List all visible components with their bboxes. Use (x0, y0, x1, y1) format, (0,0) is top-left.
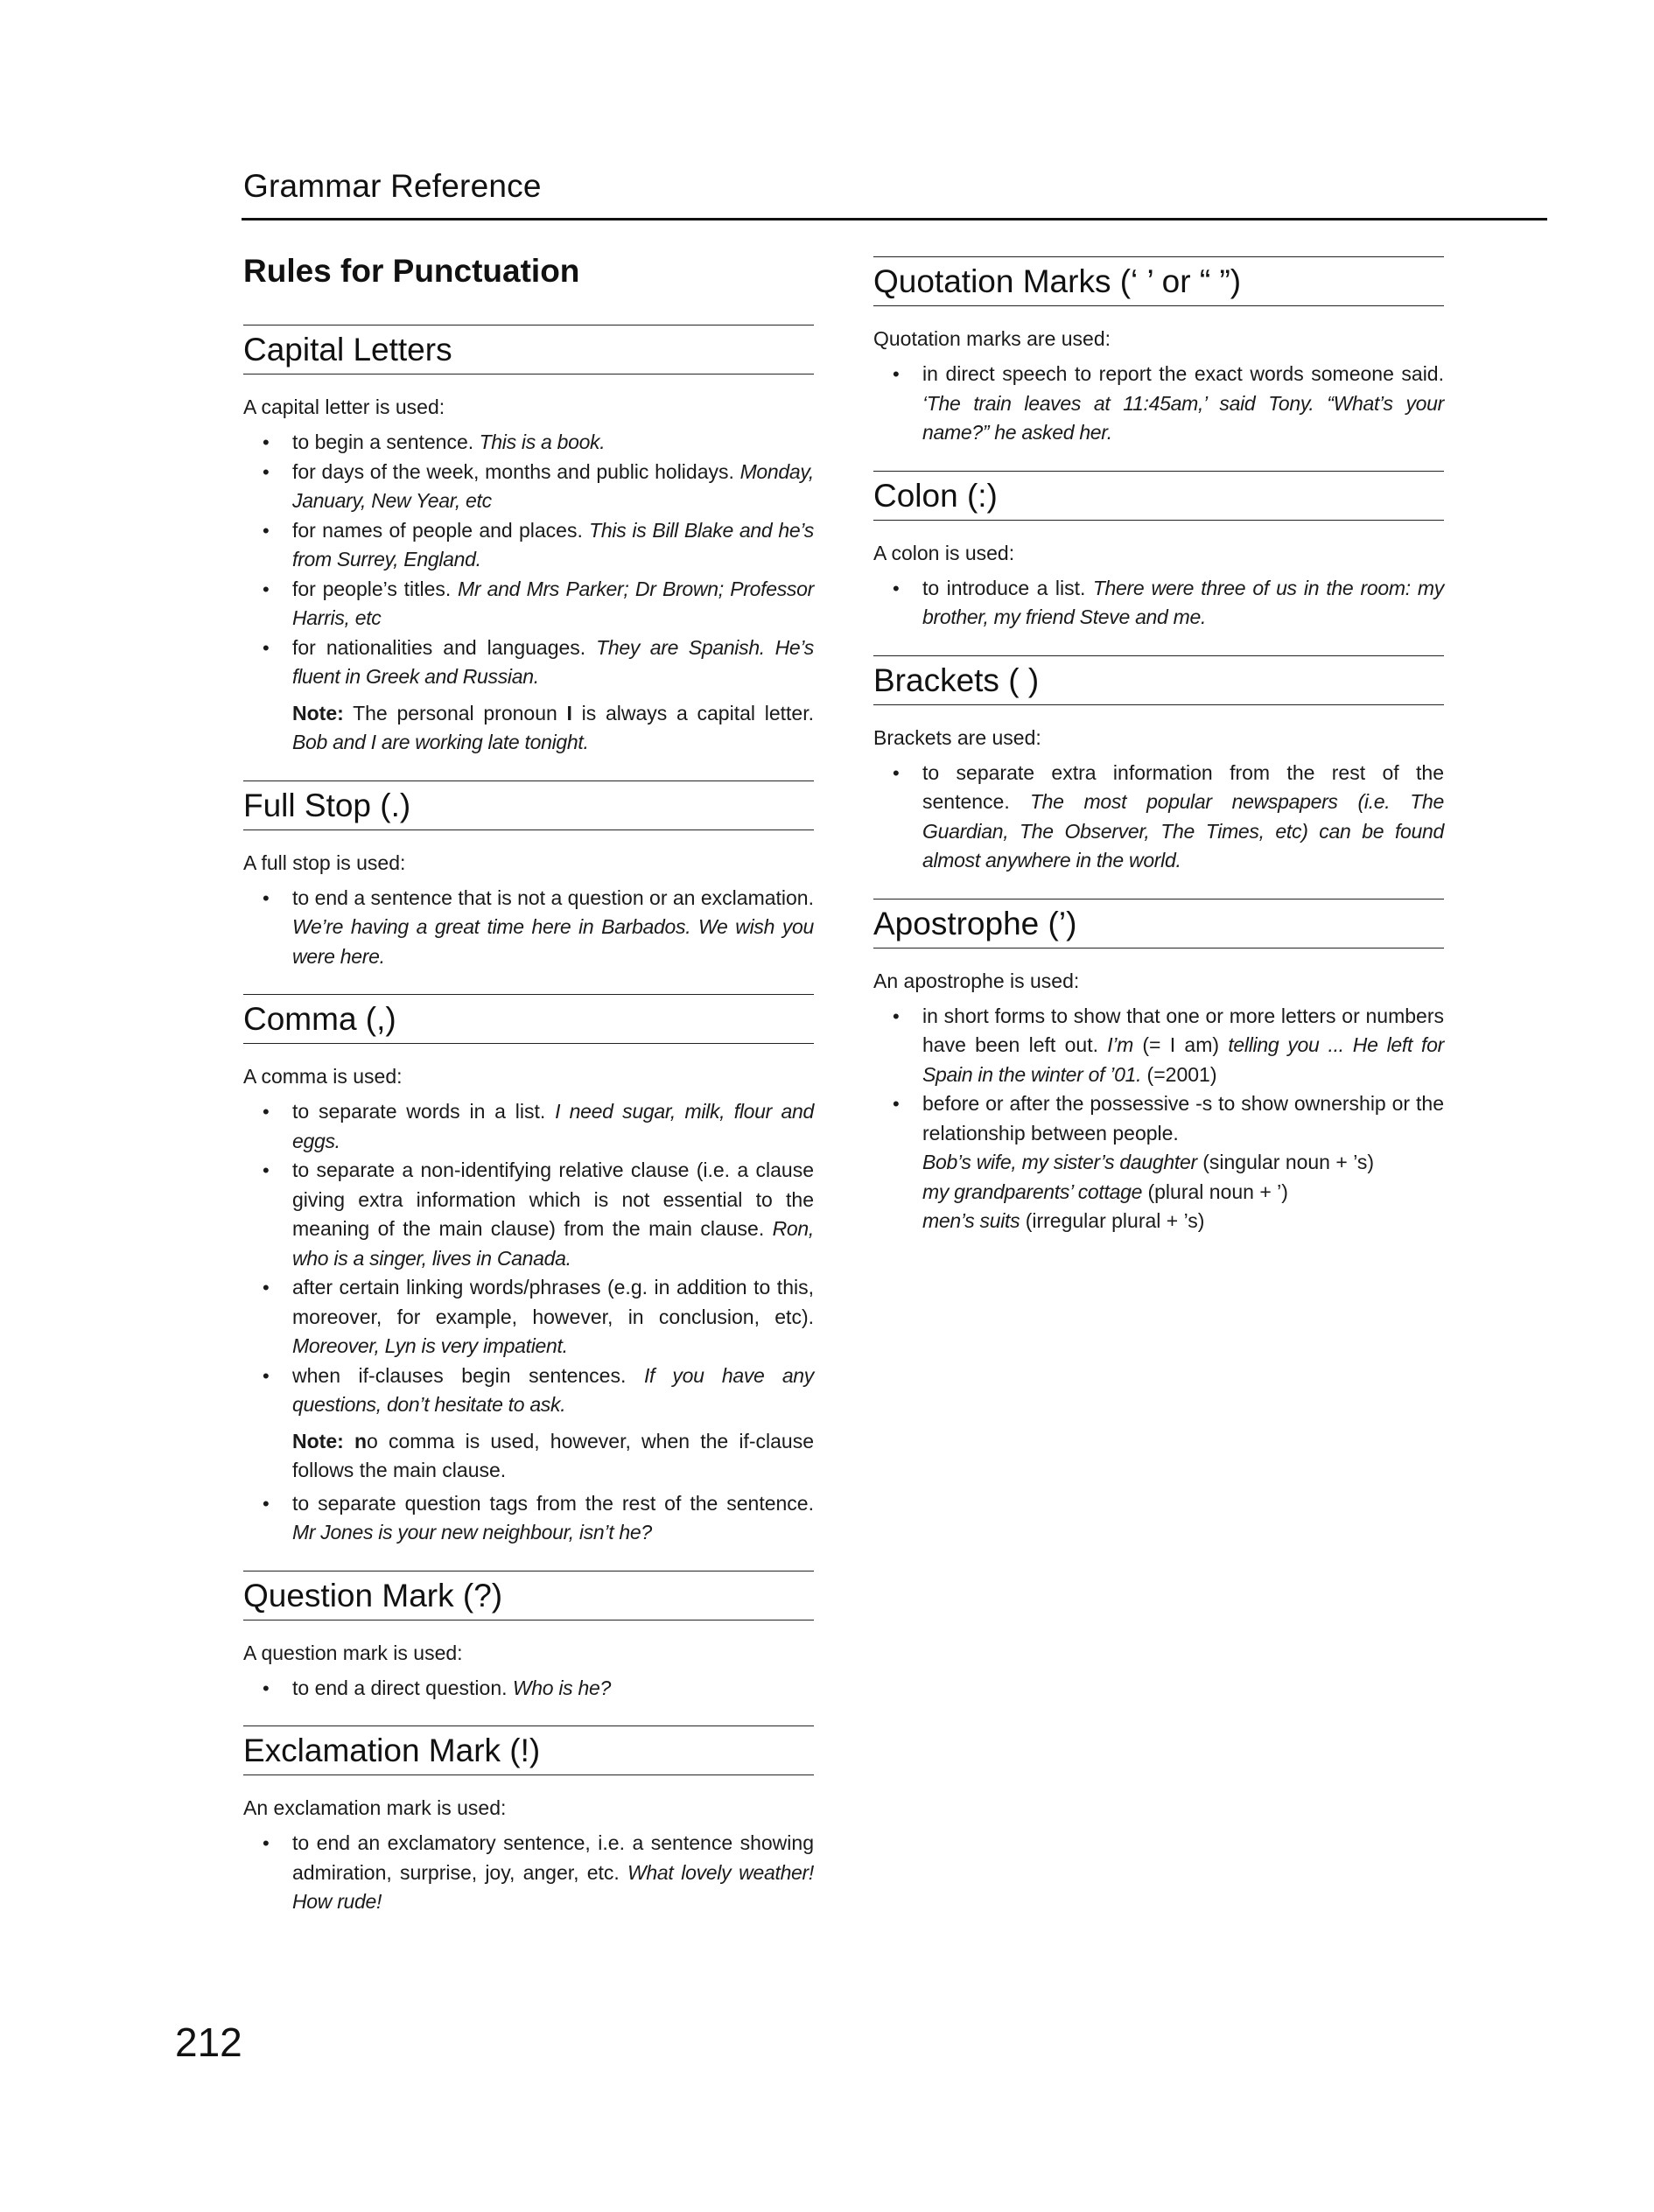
rule-text: before or after the possessive -s to show ownership or the relationship between people. (922, 1092, 1444, 1144)
example-line (922, 1148, 1444, 1178)
rule-text: to end an exclamatory sentence, i.e. a sentence showing admiration, surprise, joy, anger, etc. (292, 1831, 814, 1884)
section-intro: Quotation marks are used: (873, 327, 1111, 350)
bullet-icon: • (263, 460, 270, 483)
example-gloss: (singular noun + ’s) (1196, 1151, 1375, 1173)
bullet-icon: • (263, 431, 270, 453)
rule-list (243, 1674, 814, 1704)
section-intro: A comma is used: (243, 1065, 403, 1088)
list-item (873, 759, 1444, 876)
rule-text: to begin a sentence. (292, 430, 480, 453)
bullet-icon: • (263, 519, 270, 542)
rule-text: to end a sentence that is not a question or an exclamation. (292, 886, 814, 909)
list-item (873, 360, 1444, 448)
rule-example: Monday, January, New Year, etc (292, 459, 814, 512)
bullet-icon: • (263, 886, 270, 909)
rule-text: to separate words in a list. (292, 1100, 556, 1123)
list-item (243, 1489, 814, 1548)
rule-example: I’m (1107, 1033, 1134, 1056)
bullet-icon: • (893, 577, 900, 599)
list-item (873, 1089, 1444, 1236)
rule-list (243, 428, 814, 692)
section-intro: Brackets are used: (873, 725, 1041, 749)
section-apostrophe (873, 899, 1444, 1236)
left-column (243, 249, 814, 1940)
rule-text: in short forms to show that one or more letters or numbers have been left out. (922, 1004, 1444, 1056)
rule-list (243, 884, 814, 972)
rule-text: (=2001) (1141, 1062, 1217, 1086)
rule-example: If you have any questions, don’t hesitate to ask. (292, 1363, 815, 1416)
bullet-icon: • (263, 1101, 270, 1123)
rule-example: Moreover, Lyn is very impatient. (292, 1334, 568, 1357)
list-item (243, 1097, 814, 1156)
rule-example: The most popular newspapers (i.e. The Guardian, The Observer, The Times, etc) can be found almost anywhere in the world. (922, 790, 1444, 872)
running-head: Grammar Reference (243, 168, 542, 204)
section-heading: Brackets ( ) (873, 655, 1444, 705)
list-item (243, 1674, 814, 1704)
section-full-stop (243, 780, 814, 972)
list-item (243, 458, 814, 516)
section-heading: Colon (:) (873, 471, 1444, 521)
section-question-mark (243, 1571, 814, 1704)
bullet-icon: • (893, 761, 900, 784)
bullet-icon: • (263, 1832, 270, 1854)
rule-example: Who is he? (512, 1676, 611, 1699)
list-item (873, 574, 1444, 633)
section-intro: A capital letter is used: (243, 396, 445, 418)
section-exclamation-mark (243, 1726, 814, 1917)
list-item (243, 1273, 814, 1362)
list-item (873, 1002, 1444, 1090)
rule-text: in direct speech to report the exact words someone said. (922, 362, 1444, 385)
bullet-icon: • (263, 578, 270, 600)
bullet-icon: • (263, 1159, 270, 1181)
rule-text: for people’s titles. (292, 577, 459, 600)
section-capital-letters (243, 325, 814, 758)
note-label: Note: (292, 1429, 344, 1452)
rule-example: telling you ... He left for Spain in the winter of ’01. (922, 1033, 1444, 1086)
section-intro: A question mark is used: (243, 1641, 463, 1664)
rule-example: This is a book. (479, 430, 606, 453)
rule-text: to separate extra information from the rest of the sentence. (922, 760, 1444, 813)
section-heading: Apostrophe (’) (873, 899, 1444, 948)
section-heading: Exclamation Mark (!) (243, 1726, 814, 1775)
header-rule (242, 218, 1547, 220)
rule-text: for names of people and places. (292, 518, 590, 542)
rule-list (873, 360, 1444, 448)
bullet-icon: • (893, 363, 900, 385)
rule-example: This is Bill Blake and he’s from Surrey, England. (292, 518, 814, 570)
section-quotation-marks (873, 256, 1444, 448)
note-text: The personal pronoun (343, 701, 567, 724)
rule-example: There were three of us in the room: my brother, my friend Steve and me. (922, 576, 1444, 628)
note (243, 699, 814, 758)
rule-example: They are Spanish. He’s fluent in Greek and Russian. (292, 635, 814, 688)
rule-text: to separate question tags from the rest of the sentence. (292, 1491, 814, 1515)
bullet-icon: • (893, 1004, 900, 1027)
rule-list (243, 1489, 814, 1548)
example-gloss: (plural noun + ’) (1142, 1180, 1288, 1203)
rule-text: to introduce a list. (922, 576, 1093, 599)
section-heading: Capital Letters (243, 325, 814, 374)
list-item (243, 1829, 814, 1917)
rule-list (243, 1097, 814, 1420)
rule-example: Mr Jones is your new neighbour, isn’t he? (292, 1521, 652, 1544)
rule-list (243, 1829, 814, 1917)
rule-list (873, 574, 1444, 633)
rule-example: ‘The train leaves at 11:45am,’ said Tony. “What’s your name?” he asked her. (922, 391, 1444, 444)
rule-list (873, 1002, 1444, 1236)
section-comma (243, 994, 814, 1548)
rule-text: for nationalities and languages. (292, 635, 597, 659)
section-colon (873, 471, 1444, 633)
section-intro: A full stop is used: (243, 850, 406, 874)
rule-example: Bob’s wife, my sister’s daughter (922, 1151, 1197, 1173)
section-intro: A colon is used: (873, 541, 1015, 564)
rule-example: Ron, who is a singer, lives in Canada. (292, 1217, 814, 1270)
bullet-icon: • (263, 1676, 270, 1699)
list-item (243, 634, 814, 692)
rule-example: I need sugar, milk, flour and eggs. (292, 1100, 814, 1152)
rule-text: (= I am) (1133, 1033, 1229, 1056)
rule-text: to separate a non-identifying relative clause (i.e. a clause giving extra information which is not essential to the meaning of the main clause) from the main clause. (292, 1158, 814, 1240)
example-gloss: (irregular plural + ’s) (1020, 1209, 1205, 1232)
note-text: o comma is used, however, when the if-clause follows the main clause. (292, 1429, 814, 1481)
bullet-icon: • (263, 1492, 270, 1515)
list-item (243, 1156, 814, 1273)
bullet-icon: • (263, 636, 270, 659)
section-intro: An apostrophe is used: (873, 969, 1080, 992)
note-bold-word: I (566, 701, 572, 724)
rule-example: men’s suits (922, 1209, 1020, 1232)
rule-example: Mr and Mrs Parker; Dr Brown; Professor Harris, etc (292, 577, 814, 629)
section-intro: An exclamation mark is used: (243, 1796, 507, 1819)
rule-text: when if-clauses begin sentences. (292, 1363, 644, 1387)
note-bold-word: n (354, 1429, 368, 1452)
note-example: Bob and I are working late tonight. (292, 731, 589, 753)
right-column (873, 256, 1444, 1259)
section-heading: Comma (,) (243, 994, 814, 1044)
page-title: Rules for Punctuation (243, 253, 580, 289)
page-number: 212 (175, 2020, 242, 2065)
note (243, 1427, 814, 1486)
rule-list (873, 759, 1444, 876)
list-item (243, 428, 814, 458)
rule-example: my grandparents’ cottage (922, 1180, 1143, 1203)
bullet-icon: • (263, 1277, 270, 1298)
note-label: Note: (292, 701, 344, 724)
bullet-icon: • (263, 1364, 270, 1387)
section-heading: Full Stop (.) (243, 780, 814, 830)
rule-text: for days of the week, months and public holidays. (292, 459, 740, 483)
list-item (243, 884, 814, 972)
example-line (922, 1207, 1444, 1236)
section-heading: Question Mark (?) (243, 1571, 814, 1620)
section-brackets (873, 655, 1444, 876)
list-item (243, 1362, 814, 1420)
rule-text: to end a direct question. (292, 1676, 513, 1699)
note-text (344, 1430, 354, 1452)
bullet-icon: • (893, 1093, 900, 1115)
list-item (243, 516, 814, 575)
example-line (922, 1178, 1444, 1208)
rule-example: We’re having a great time here in Barbados. We wish you were here. (292, 915, 814, 968)
note-text: is always a capital letter. (571, 701, 814, 724)
rule-text: after certain linking words/phrases (e.g. in addition to this, moreover, for example, however, in conclusion, etc). (292, 1276, 814, 1328)
list-item (243, 575, 814, 634)
rule-example: What lovely weather! How rude! (292, 1860, 815, 1913)
section-heading: Quotation Marks (‘ ’ or “ ”) (873, 256, 1444, 306)
